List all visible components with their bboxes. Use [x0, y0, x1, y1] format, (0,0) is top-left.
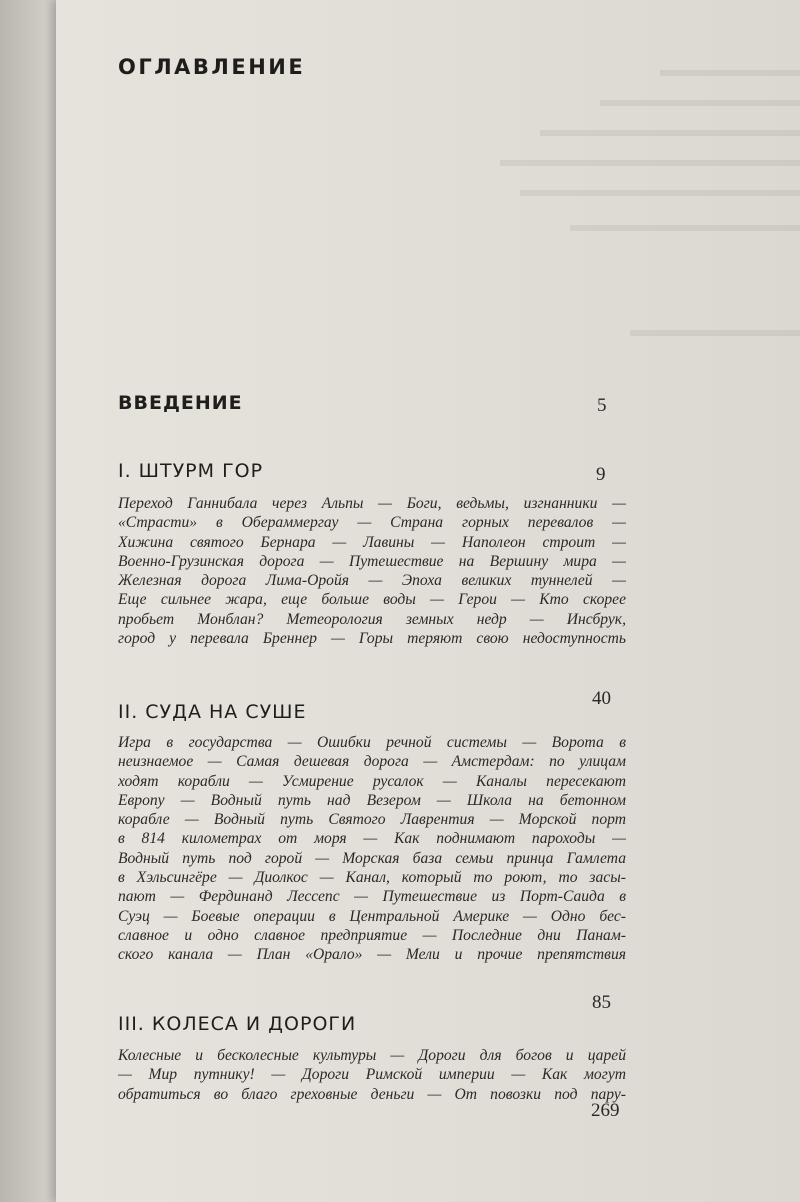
bleed-through-text: [660, 70, 800, 76]
contents-line: Суэц — Боевые операции в Центральной Америке — Одно бес-: [118, 907, 626, 925]
section-1-page-number: 9: [596, 464, 606, 485]
contents-line: ходят корабли — Усмирение русалок — Каналы пересекают: [118, 772, 626, 790]
contents-line: корабле — Водный путь Святого Лаврентия — Морской порт: [118, 811, 626, 829]
section-3-page-number: 85: [592, 992, 611, 1013]
bleed-through-text: [520, 190, 800, 196]
contents-line: пают — Фердинанд Лессепс — Путешествие из Порт-Саида в: [118, 888, 626, 906]
contents-line: Железная дорога Лима-Оройя — Эпоха великих туннелей —: [118, 572, 626, 590]
section-2-contents: [118, 733, 626, 965]
contents-line: город у перевала Бреннер — Горы теряют свою недоступность: [118, 630, 626, 648]
contents-line: — Мир путнику! — Дороги Римской империи — Как могут: [118, 1066, 626, 1084]
contents-line: Еще сильнее жара, еще больше воды — Герои — Кто скорее: [118, 591, 626, 609]
section-1-contents: [118, 494, 626, 648]
contents-line: Европу — Водный путь над Везером — Школа на бетонном: [118, 791, 626, 809]
contents-line: в Хэльсингёре — Диолкос — Канал, который то роют, то засы-: [118, 869, 626, 887]
contents-line: ского канала — План «Орало» — Мели и прочие препятствия: [118, 946, 626, 964]
section-3-contents: [118, 1046, 626, 1104]
contents-line: неизнаемое — Самая дешевая дорога — Амстердам: по улицам: [118, 753, 626, 771]
page-folio-number: 269: [591, 1100, 620, 1121]
section-1-heading: I. ШТУРМ ГОР: [118, 460, 264, 482]
contents-line: Военно-Грузинская дорога — Путешествие на Вершину мира —: [118, 552, 626, 570]
contents-line: обратиться во благо греховные деньги — От повозки под пару-: [118, 1085, 626, 1103]
bleed-through-text: [600, 100, 800, 106]
section-2-heading: II. СУДА НА СУШЕ: [118, 701, 307, 723]
contents-line: Колесные и бесколесные культуры — Дороги для богов и царей: [118, 1047, 626, 1064]
bleed-through-text: [500, 160, 800, 166]
contents-line: пробьет Монблан? Метеорология земных недр — Инсбрук,: [118, 610, 626, 628]
bleed-through-text: [540, 130, 800, 136]
bleed-through-text: [570, 225, 800, 231]
intro-heading: ВВЕДЕНИЕ: [118, 392, 243, 414]
facing-page-edge: [0, 0, 62, 1202]
contents-line: славное и одно славное предприятие — Последние дни Панам-: [118, 926, 626, 944]
contents-line: «Страсти» в Обераммергау — Страна горных перевалов —: [118, 514, 626, 532]
contents-line: Хижина святого Бернара — Лавины — Наполеон строит —: [118, 533, 626, 551]
contents-line: в 814 километрах от моря — Как поднимают пароходы —: [118, 830, 626, 848]
intro-page-number: 5: [597, 395, 607, 416]
contents-line: Переход Ганнибала через Альпы — Боги, ведьмы, изгнанники —: [118, 495, 626, 512]
toc-title: ОГЛАВЛЕНИЕ: [118, 55, 306, 79]
section-2-page-number: 40: [592, 688, 611, 709]
bleed-through-text: [630, 330, 800, 336]
contents-line: Водный путь под горой — Морская база семьи принца Гамлета: [118, 849, 626, 867]
section-3-heading: III. КОЛЕСА И ДОРОГИ: [118, 1013, 357, 1035]
contents-line: Игра в государства — Ошибки речной системы — Ворота в: [118, 734, 626, 751]
